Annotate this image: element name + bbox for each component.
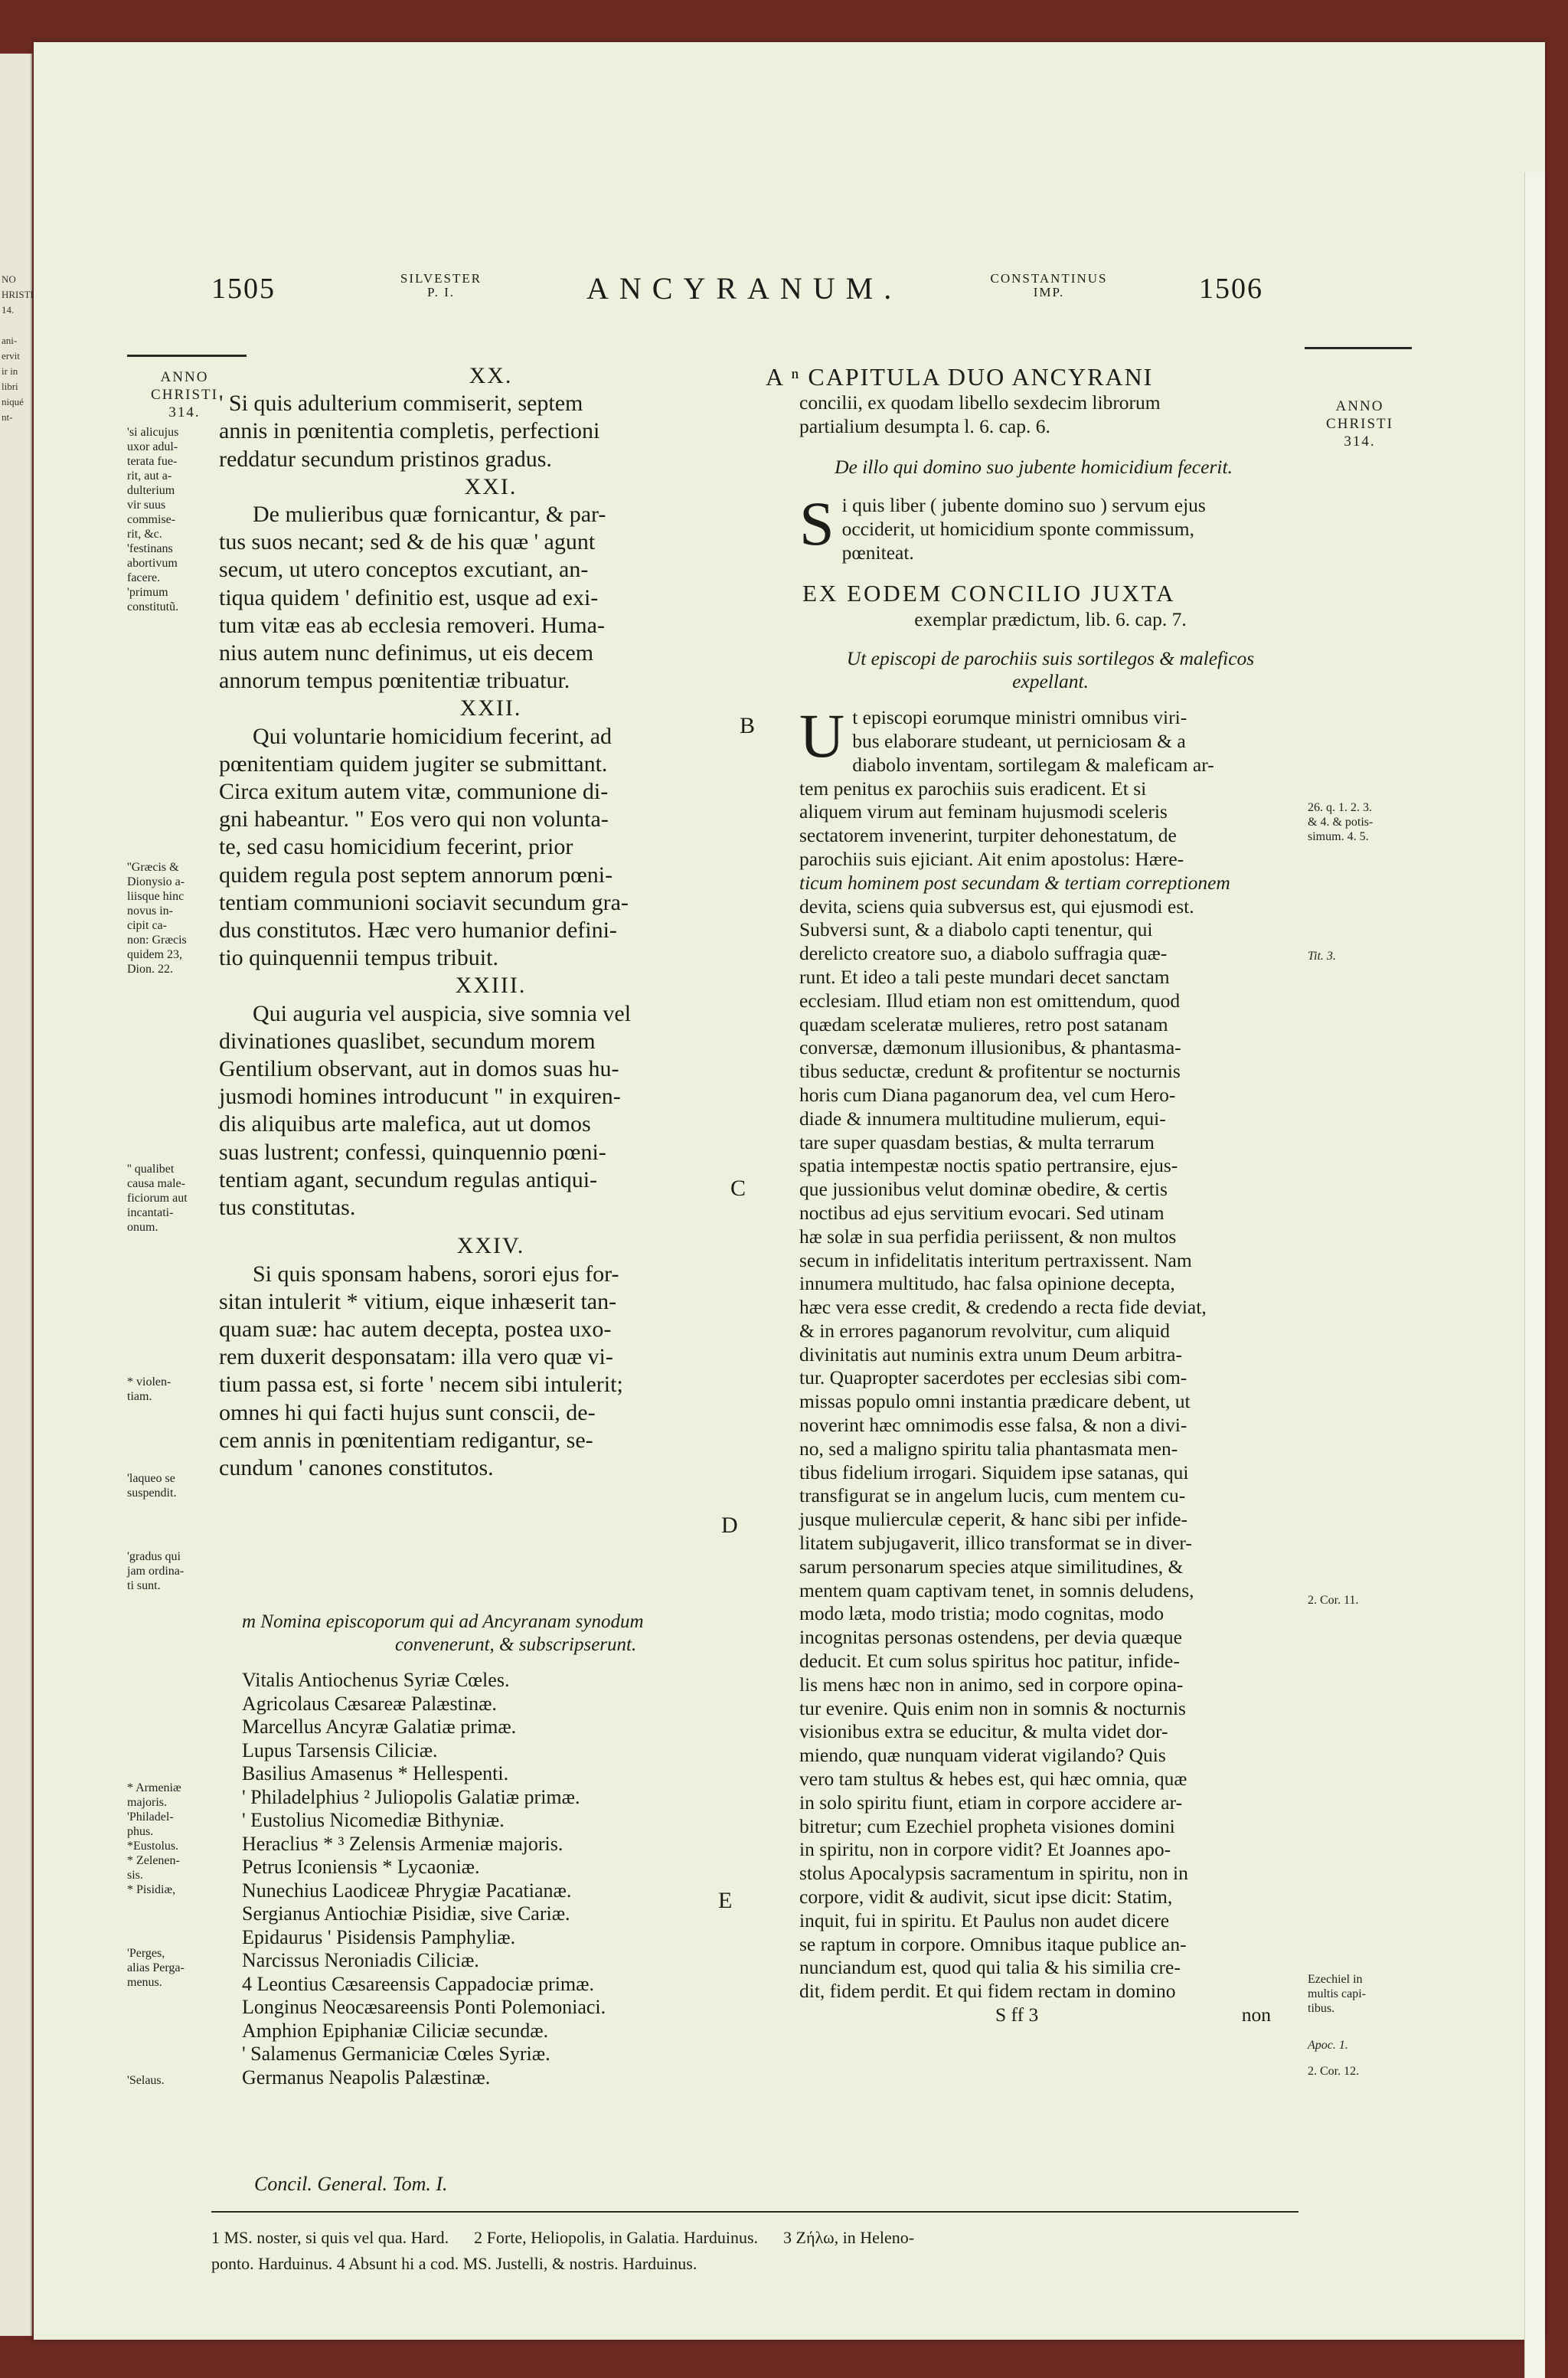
section-letter: D <box>721 1513 738 1538</box>
bishop-entry: ' Eustolius Nicomediæ Bithyniæ. <box>242 1809 505 1831</box>
canon-number: XXIII. <box>455 973 527 999</box>
text-line: deducit. Et cum solus spiritus hoc patitur, infide- <box>799 1650 1180 1673</box>
margin-note-tit <box>1308 949 1400 963</box>
text-line: spatia intempestæ noctis spatio pertransire, ejus- <box>799 1154 1178 1177</box>
text-line: bitretur; cum Ezechiel propheta visiones domini <box>799 1814 1175 1837</box>
bishop-entry: Agricolaus Cæsareæ Palæstinæ. <box>242 1692 497 1715</box>
margin-note-line: Dionysio a- <box>127 875 185 888</box>
text-line: tibus seductæ, credunt & profitentur se nocturnis <box>799 1060 1181 1083</box>
margin-note-line: commise- <box>127 513 176 526</box>
right-column <box>766 362 1302 2028</box>
text-line: horis cum Diana paganorum dea, vel cum Hero- <box>799 1083 1176 1106</box>
margin-note-line: ''Græcis & <box>127 861 179 874</box>
margin-note-line: rit, aut a- <box>127 469 172 482</box>
bishops-heading-line: m Nomina episcoporum qui ad Ancyranam synodum <box>242 1611 644 1632</box>
text-line: diade & innumera multitudine mulierum, equi- <box>799 1107 1166 1130</box>
page-edge <box>1524 172 1545 2378</box>
margin-note-line: phus. <box>127 1825 154 1838</box>
margin-note-line: facere. <box>127 571 161 584</box>
text-line: ecclesiam. Illud etiam non est omittendum, quod <box>799 989 1181 1012</box>
text-line: tus suos necant; sed & de his quæ ' agunt <box>219 529 596 555</box>
margin-note-line: ficiorum aut <box>127 1192 188 1205</box>
running-title-line: SILVESTER <box>400 271 482 286</box>
text-line: runt. Et ideo a tali peste mundari decet sanctam <box>799 965 1170 988</box>
text-line: jusmodi homines introducunt " in exquiren- <box>219 1084 621 1110</box>
strip-line: NO <box>2 273 16 285</box>
text-line: tum vitæ eas ab ecclesia removeri. Huma- <box>219 612 605 638</box>
margin-note-line: novus in- <box>127 904 173 918</box>
text-line: inquit, fui in spiritu. Et Paulus non audet dicere <box>799 1909 1170 1932</box>
bishop-entry: Amphion Epiphaniæ Ciliciæ secundæ. <box>242 2019 549 2042</box>
margin-note-line: causa male- <box>127 1177 185 1190</box>
bishop-entry: 4 Leontius Cæsareensis Cappadociæ primæ. <box>242 1972 595 1995</box>
margin-note-line: uxor adul- <box>127 440 178 453</box>
margin-note-line: sis. <box>127 1869 143 1882</box>
margin-note-line: Ezechiel in <box>1308 1973 1363 1986</box>
margin-note-line: 26. q. 1. 2. 3. <box>1308 801 1372 814</box>
strip-line: nt- <box>2 411 13 423</box>
margin-note-line: liisque hinc <box>127 890 185 903</box>
running-title-line: IMP. <box>1033 285 1065 299</box>
margin-note-line: 'si alicujus <box>127 426 179 439</box>
margin-note-line: majoris. <box>127 1796 167 1809</box>
footnote-line: 1 MS. noster, si quis vel qua. Hard. 2 Forte, Heliopolis, in Galatia. Harduinus. 3 Ζήλω, in Heleno- <box>211 2228 915 2247</box>
margin-note-selaus <box>127 2073 242 2088</box>
text-line: hæ solæ in sua perfidia periissent, & non multos <box>799 1225 1177 1248</box>
text-line: & in errores paganorum revolvitur, cum aliquid <box>799 1319 1171 1342</box>
text-line: i quis liber ( jubente domino suo ) servum ejus <box>841 494 1206 517</box>
margin-note-line: jam ordina- <box>127 1565 185 1578</box>
text-line: tentiam agant, secundum regulas antiqui- <box>219 1166 598 1192</box>
margin-note-line: incantati- <box>127 1206 174 1219</box>
drop-cap: U <box>799 701 845 771</box>
footnotes <box>211 2225 1298 2277</box>
bishop-entry: ' Philadelphius ² Juliopolis Galatiæ primæ. <box>242 1785 580 1808</box>
running-title-line: P. I. <box>427 285 455 299</box>
text-line: tus constitutas. <box>219 1195 356 1221</box>
text-line: gni habeantur. " Eos vero qui non volunta- <box>219 806 609 832</box>
margin-note-line: tibus. <box>1308 2002 1335 2015</box>
section-heading: EX EODEM CONCILIO JUXTA <box>802 579 1176 607</box>
text-line: Si quis sponsam habens, sorori ejus for- <box>253 1261 619 1287</box>
text-line: pœniteat. <box>841 541 914 564</box>
margin-note-ezechiel <box>1308 1972 1400 2016</box>
margin-note-line: non: Græcis <box>127 934 187 947</box>
text-line: no, sed a maligno spiritu talia phantasmata men- <box>799 1437 1178 1460</box>
footnote-line: ponto. Harduinus. 4 Absunt hi a cod. MS. Justelli, & nostris. Harduinus. <box>211 2254 697 2273</box>
text-line: quidem regula post septem annorum pœni- <box>219 862 613 888</box>
text-line: cundum ' canones constitutos. <box>219 1454 494 1480</box>
margin-note-line: rit, &c. <box>127 528 162 541</box>
bishop-entry: Narcissus Neroniadis Ciliciæ. <box>242 1949 479 1971</box>
text-line: parochiis suis ejiciant. Ait enim apostolus: Hære- <box>799 847 1184 870</box>
text-line: tentiam communioni sociavit secundum gra- <box>219 889 629 915</box>
margin-note-cor12 <box>1308 2064 1400 2079</box>
margin-note-gradus <box>127 1549 242 1593</box>
bishops-heading <box>242 1611 778 1657</box>
margin-note-line: '' qualibet <box>127 1163 175 1176</box>
margin-note-line: simum. 4. 5. <box>1308 830 1369 843</box>
page-title: ANCYRANUM. <box>586 271 903 306</box>
strip-line: ir in <box>2 365 18 377</box>
text-line: vero tam stultus & hebes est, qui hæc omnia, quæ <box>799 1768 1187 1791</box>
running-title-line: CONSTANTINUS <box>990 271 1108 286</box>
text-line: concilii, ex quodam libello sexdecim librorum <box>799 391 1161 414</box>
margin-note-line: * Pisidiæ, <box>127 1883 176 1896</box>
text-line: pœnitentiam quidem jugiter se submittant. <box>219 751 608 777</box>
margin-note-line: 'primum <box>127 586 168 599</box>
year-note-line: 314. <box>168 404 201 420</box>
text-line: quædam sceleratæ mulieres, retro post satanam <box>799 1012 1168 1035</box>
footnote-rule <box>211 2211 1298 2213</box>
text-line: in solo spiritu fiunt, etiam in corpore accidere ar- <box>799 1791 1183 1814</box>
signature-mark: S ff 3 <box>995 2003 1039 2026</box>
year-note-line: ANNO <box>1335 398 1384 414</box>
margin-note-line: onum. <box>127 1221 158 1234</box>
margin-note-line: 'Selaus. <box>127 2074 165 2087</box>
text-line: tur. Quapropter sacerdotes per ecclesias sibi com- <box>799 1366 1187 1389</box>
year-note-line: ANNO <box>160 369 209 385</box>
right-running-title <box>972 272 1125 299</box>
bishops-list <box>242 1669 778 2089</box>
text-line: Qui auguria vel auspicia, sive somnia vel <box>253 1000 632 1026</box>
text-line: tium passa est, si forte ' necem sibi intulerit; <box>219 1372 623 1398</box>
strip-line: 14. <box>2 304 15 316</box>
text-line: sarum personarum species atque similitudines, & <box>799 1555 1184 1578</box>
margin-note-line: quidem 23, <box>127 948 182 961</box>
strip-line: niqué <box>2 396 24 407</box>
text-line: tibus fidelium irrogari. Siquidem ipse satanas, qui <box>799 1460 1189 1483</box>
text-line: transfigurat se in angelum lucis, cum mentem cu- <box>799 1484 1186 1507</box>
margin-note-line: Dion. 22. <box>127 963 173 976</box>
text-line: lis mens hæc non in animo, sed in corpore opina- <box>799 1673 1184 1696</box>
text-line: suas lustrent; confessi, quinquennio pœni- <box>219 1139 606 1165</box>
text-line: dus constitutos. Hæc vero humanior defini- <box>219 918 617 944</box>
text-line: sectatorem invenerint, turpiter dehonestatum, de <box>799 824 1177 847</box>
year-note-line: 314. <box>1344 433 1376 450</box>
text-line: corpore, vidit & audivit, sicut ipse dicit: Statim, <box>799 1886 1173 1909</box>
year-note-right <box>1306 397 1413 450</box>
section-subtitle: Ut episcopi de parochiis suis sortilegos & maleficos <box>846 646 1255 669</box>
text-line: visionibus extra se educitur, & multa videt dor- <box>799 1720 1168 1743</box>
margin-note-line: Tit. 3. <box>1308 950 1336 963</box>
facing-page-strip <box>0 54 32 2336</box>
text-line: diabolo inventam, sortilegam & maleficam ar- <box>852 753 1214 776</box>
bishop-entry: Sergianus Antiochiæ Pisidiæ, sive Cariæ. <box>242 1902 570 1925</box>
bishop-entry: Germanus Neapolis Palæstinæ. <box>242 2066 491 2089</box>
text-line: Subversi sunt, & a diabolo capti tenentur, qui <box>799 918 1153 941</box>
text-line: jusque mulierculæ ceperit, & hanc sibi per infide- <box>799 1508 1188 1531</box>
canon-number: XXI. <box>464 473 518 499</box>
margin-note-line: tiam. <box>127 1390 152 1403</box>
canon-number: XXIV. <box>456 1233 525 1259</box>
margin-note-line: 'Perges, <box>127 1947 165 1960</box>
margin-note-apoc <box>1308 2038 1400 2053</box>
left-running-title <box>380 272 502 299</box>
section-letter: C <box>730 1176 746 1201</box>
year-note-line: CHRISTI <box>151 387 218 403</box>
text-line: Circa exitum autem vitæ, communione di- <box>219 779 609 805</box>
margin-note-line: terata fue- <box>127 455 178 468</box>
drop-cap: S <box>799 489 835 559</box>
text-line: miendo, quæ nunquam viderat vigilando? Quis <box>799 1744 1166 1767</box>
text-line: dis aliquibus arte malefica, aut ut domos <box>219 1111 591 1137</box>
text-line: tiqua quidem ' definitio est, usque ad exi- <box>219 584 599 610</box>
margin-note-line: menus. <box>127 1976 162 1989</box>
text-line: noverint hæc omnimodis esse falsa, & non a divi- <box>799 1414 1187 1437</box>
margin-note-perges <box>127 1946 242 1990</box>
margin-note-line: 'laqueo se <box>127 1472 175 1485</box>
text-line: tare super quasdam bestias, & multa terrarum <box>799 1130 1155 1153</box>
text-line: incognitas personas ostendens, per devia quæque <box>799 1626 1182 1649</box>
text-line: rem duxerit desponsatam: illa vero quæ vi- <box>219 1344 613 1370</box>
header-rule-left <box>127 355 247 357</box>
margin-note-line: ti sunt. <box>127 1579 161 1592</box>
capitula-heading: A ⁿ CAPITULA DUO ANCYRANI <box>766 363 1154 391</box>
right-page-number: 1506 <box>1199 273 1263 305</box>
bishop-entry: ' Salamenus Germaniciæ Cœles Syriæ. <box>242 2043 550 2065</box>
section-heading-sub: exemplar prædictum, lib. 6. cap. 7. <box>914 607 1187 630</box>
text-line: derelicto creatore suo, a diabolo suffragia quæ- <box>799 942 1168 965</box>
text-line: t episcopi eorumque ministri omnibus viri- <box>852 706 1187 729</box>
margin-note-line: constitutũ. <box>127 600 179 613</box>
text-line: stolus Apocalypsis sacramentum in spiritu, non in <box>799 1862 1188 1885</box>
bishop-entry: Marcellus Ancyræ Galatiæ primæ. <box>242 1716 517 1738</box>
margin-note-line: * Zelenen- <box>127 1854 180 1867</box>
section-letter: B <box>740 713 756 738</box>
page-bottom-marks <box>766 2003 1302 2028</box>
margin-note-line: * Armeniæ <box>127 1781 181 1794</box>
margin-note-line: 2. Cor. 12. <box>1308 2065 1360 2078</box>
strip-line: ervit <box>2 350 20 361</box>
bishop-entry: Basilius Amasenus * Hellespenti. <box>242 1762 509 1784</box>
text-line: hæc vera esse credit, & credendo a recta fide deviat, <box>799 1296 1207 1319</box>
text-line: ticum hominem post secundam & tertiam correptionem <box>799 871 1230 894</box>
left-page-number: 1505 <box>211 273 276 305</box>
text-line: partialium desumpta l. 6. cap. 6. <box>799 414 1050 437</box>
text-line: que jussionibus velut dominæ obedire, & certis <box>799 1178 1168 1201</box>
text-line: se raptum in corpore. Omnibus itaque publice an- <box>799 1932 1187 1955</box>
text-line: nius autem nunc definimus, ut eis decem <box>219 640 594 666</box>
margin-note-line: vir suus <box>127 499 166 512</box>
text-line: De mulieribus quæ fornicantur, & par- <box>253 502 606 528</box>
text-line: cem annis in pœnitentiam redigantur, se- <box>219 1427 593 1453</box>
text-line: te, sed casu homicidium fecerint, prior <box>219 834 573 860</box>
header-rule-right <box>1305 347 1412 349</box>
text-line: tur evenire. Quis enim non in somnis & nocturnis <box>799 1696 1186 1719</box>
text-line: in spiritu, non in corpore vidit? Et Joannes apo- <box>799 1838 1171 1861</box>
section-subtitle: De illo qui domino suo jubente homicidium fecerit. <box>835 455 1233 478</box>
paragraph-servum <box>766 489 1302 564</box>
text-line: missas populo omni instantia prædicare debent, ut <box>799 1390 1191 1413</box>
margin-note-line: 2. Cor. 11. <box>1308 1594 1359 1607</box>
text-line: conversæ, dæmonum illusionibus, & phantasma- <box>799 1036 1181 1059</box>
strip-line: HRISTI <box>2 289 34 300</box>
margin-note-line: alias Perga- <box>127 1961 185 1974</box>
bishop-entry: Longinus Neocæsareensis Ponti Polemoniaci. <box>242 1996 606 2018</box>
margin-note-line: Apoc. 1. <box>1308 2039 1348 2052</box>
margin-note-line: *Eustolus. <box>127 1840 179 1853</box>
text-line: Qui voluntarie homicidium fecerint, ad <box>253 723 612 749</box>
margin-note-line: multis capi- <box>1308 1987 1366 2000</box>
catchword: non <box>1241 2003 1271 2026</box>
margin-note-line: cipit ca- <box>127 919 167 932</box>
margin-note-line: * violen- <box>127 1375 172 1389</box>
margin-note-line: 'festinans <box>127 542 173 555</box>
paragraph-sortilegos <box>766 701 1302 2003</box>
text-line: annorum tempus pœnitentiæ tribuatur. <box>219 668 570 694</box>
margin-note-line: 'gradus qui <box>127 1550 181 1563</box>
margin-note-line: dulterium <box>127 484 175 497</box>
text-line: mentem quam captivam tenet, in somnis deludens, <box>799 1578 1194 1601</box>
bishop-entry: Petrus Iconiensis * Lycaoniæ. <box>242 1856 480 1878</box>
bishop-entry: Nunechius Laodiceæ Phrygiæ Pacatianæ. <box>242 1879 572 1902</box>
text-line: quam suæ: hac autem decepta, postea uxo- <box>219 1316 612 1342</box>
margin-note-line: 'Philadel- <box>127 1810 174 1824</box>
left-column <box>219 362 763 1482</box>
signature-line: Concil. General. Tom. I. <box>254 2173 448 2195</box>
text-line: devita, sciens quia subversus est, qui ejusmodi est. <box>799 895 1194 918</box>
text-line: tem penitus ex parochiis suis eradicent. Et si <box>799 777 1147 800</box>
bishop-entry: Epidaurus ' Pisidensis Pamphyliæ. <box>242 1925 516 1948</box>
bishops-heading-line: convenerunt, & subscripserunt. <box>395 1634 637 1655</box>
margin-note-cor11 <box>1308 1593 1400 1608</box>
strip-line: libri <box>2 381 18 392</box>
bishop-entry: Vitalis Antiochenus Syriæ Cœles. <box>242 1669 510 1691</box>
margin-note-line: abortivum <box>127 557 178 570</box>
text-line: sitan intulerit * vitium, eique inhæserit tan- <box>219 1288 617 1314</box>
text-line: occiderit, ut homicidium sponte commissum, <box>841 518 1194 541</box>
text-line: bus elaborare studeant, ut perniciosam & a <box>852 729 1186 752</box>
text-line: divinitatis aut numinis extra unum Deum arbitra- <box>799 1343 1182 1366</box>
section-letter: E <box>718 1888 733 1913</box>
text-line: Gentilium observant, aut in domos suas hu- <box>219 1056 619 1082</box>
text-line: ' Si quis adulterium commiserit, septem <box>219 391 583 417</box>
margin-note-line: & 4. & potis- <box>1308 816 1374 829</box>
text-line: secum, ut utero conceptos excutiant, an- <box>219 557 589 583</box>
text-line: divinationes quaslibet, secundum morem <box>219 1028 596 1054</box>
bishop-entry: Heraclius * ³ Zelensis Armeniæ majoris. <box>242 1832 564 1855</box>
text-line: secum in infidelitatis interitum pertraxissent. Nam <box>799 1248 1192 1271</box>
text-line: litatem subjugaverit, illico transformat se in diver- <box>799 1532 1192 1555</box>
margin-note-armeniae <box>127 1781 242 1897</box>
canon-number: XX. <box>469 363 513 388</box>
text-line: modo læta, modo tristia; modo cognitas, modo <box>799 1602 1164 1625</box>
section-subtitle: expellant. <box>1012 670 1089 693</box>
text-line: annis in pœnitentia completis, perfectioni <box>219 418 600 444</box>
text-line: aliquem virum aut feminam hujusmodi sceleris <box>799 800 1168 823</box>
text-line: noctibus ad ejus servitium evocari. Sed utinam <box>799 1201 1165 1224</box>
strip-line: ani- <box>2 335 18 346</box>
book-page <box>34 42 1545 2340</box>
text-line: innumera multitudo, hac falsa opinione decepta, <box>799 1272 1175 1295</box>
text-line: reddatur secundum pristinos gradus. <box>219 446 552 472</box>
text-line: dit, fidem perdit. Et qui fidem rectam in domino <box>799 1980 1176 2003</box>
canon-number: XXII. <box>459 695 522 721</box>
margin-note-line: suspendit. <box>127 1487 177 1500</box>
text-line: tio quinquennii tempus tribuit. <box>219 945 498 971</box>
text-line: omnes hi qui facti hujus sunt conscii, de- <box>219 1399 596 1425</box>
year-note-line: CHRISTI <box>1326 416 1393 432</box>
text-line: nunciandum est, quod qui talia & his similia cre- <box>799 1956 1181 1979</box>
bishop-entry: Lupus Tarsensis Ciliciæ. <box>242 1739 438 1761</box>
margin-note-causa <box>1308 800 1400 844</box>
